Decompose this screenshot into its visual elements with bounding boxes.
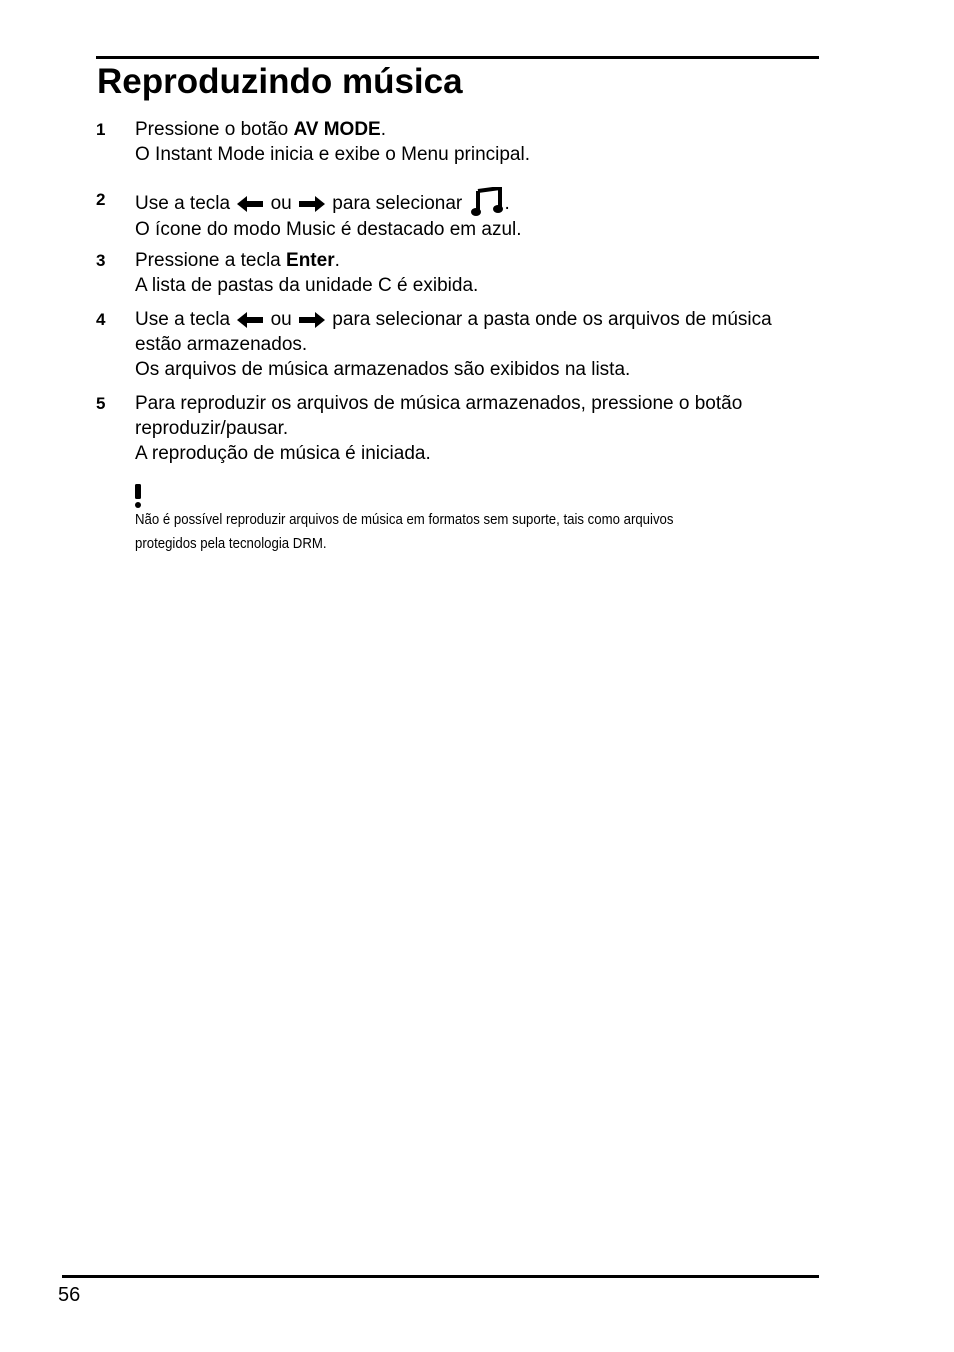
key-name: Enter [286,250,335,271]
note-line: protegidos pela tecnologia DRM. [135,535,327,552]
step-number: 5 [96,394,106,413]
music-note-icon [471,187,505,217]
step-text: Pressione o botão [135,119,294,140]
note-text [135,508,813,556]
step-instruction [135,117,835,142]
step-number: 4 [96,310,106,329]
step-result: Os arquivos de música armazenados são exibidos na lista. [135,359,631,380]
step-text: Use a tecla [135,309,236,330]
button-name: AV MODE [293,119,381,140]
step-body [135,117,835,167]
page-number: 56 [58,1284,81,1306]
bottom-rule [62,1275,819,1278]
step-number: 3 [96,251,106,270]
step-instruction: Para reproduzir os arquivos de música armazenados, pressione o botão [135,393,743,414]
right-arrow-icon [299,312,325,328]
step-body [135,391,835,466]
step-body [135,307,835,382]
step-body [135,187,835,242]
step-result: O ícone do modo Music é destacado em azul. [135,219,522,240]
left-arrow-icon [237,312,263,328]
step-text: para selecionar [327,193,468,214]
step-number: 1 [96,120,106,139]
step-instruction-cont: reproduzir/pausar. [135,418,289,439]
step-text: . [504,193,510,214]
right-arrow-icon [299,196,325,212]
step-number: 2 [96,190,106,209]
step-text: Use a tecla [135,193,236,214]
step-result: A lista de pastas da unidade C é exibida. [135,275,479,296]
step-instruction [135,187,835,217]
step-text: . [334,250,340,271]
left-arrow-icon [237,196,263,212]
page-title: Reproduzindo música [97,62,463,101]
step-text: ou [265,309,298,330]
step-text: para selecionar a pasta onde os arquivos de música [327,309,772,330]
step-result: O Instant Mode inicia e exibe o Menu principal. [135,144,530,165]
exclamation-icon [134,484,142,508]
step-body [135,248,835,298]
step-result: A reprodução de música é iniciada. [135,443,431,464]
top-rule [96,56,819,59]
step-instruction [135,307,835,332]
step-instruction-cont: estão armazenados. [135,334,308,355]
step-text: ou [265,193,298,214]
step-instruction [135,248,835,273]
step-text: . [380,119,386,140]
note-line: Não é possível reproduzir arquivos de música em formatos sem suporte, tais como arquivos [135,511,674,528]
step-text: Pressione a tecla [135,250,287,271]
